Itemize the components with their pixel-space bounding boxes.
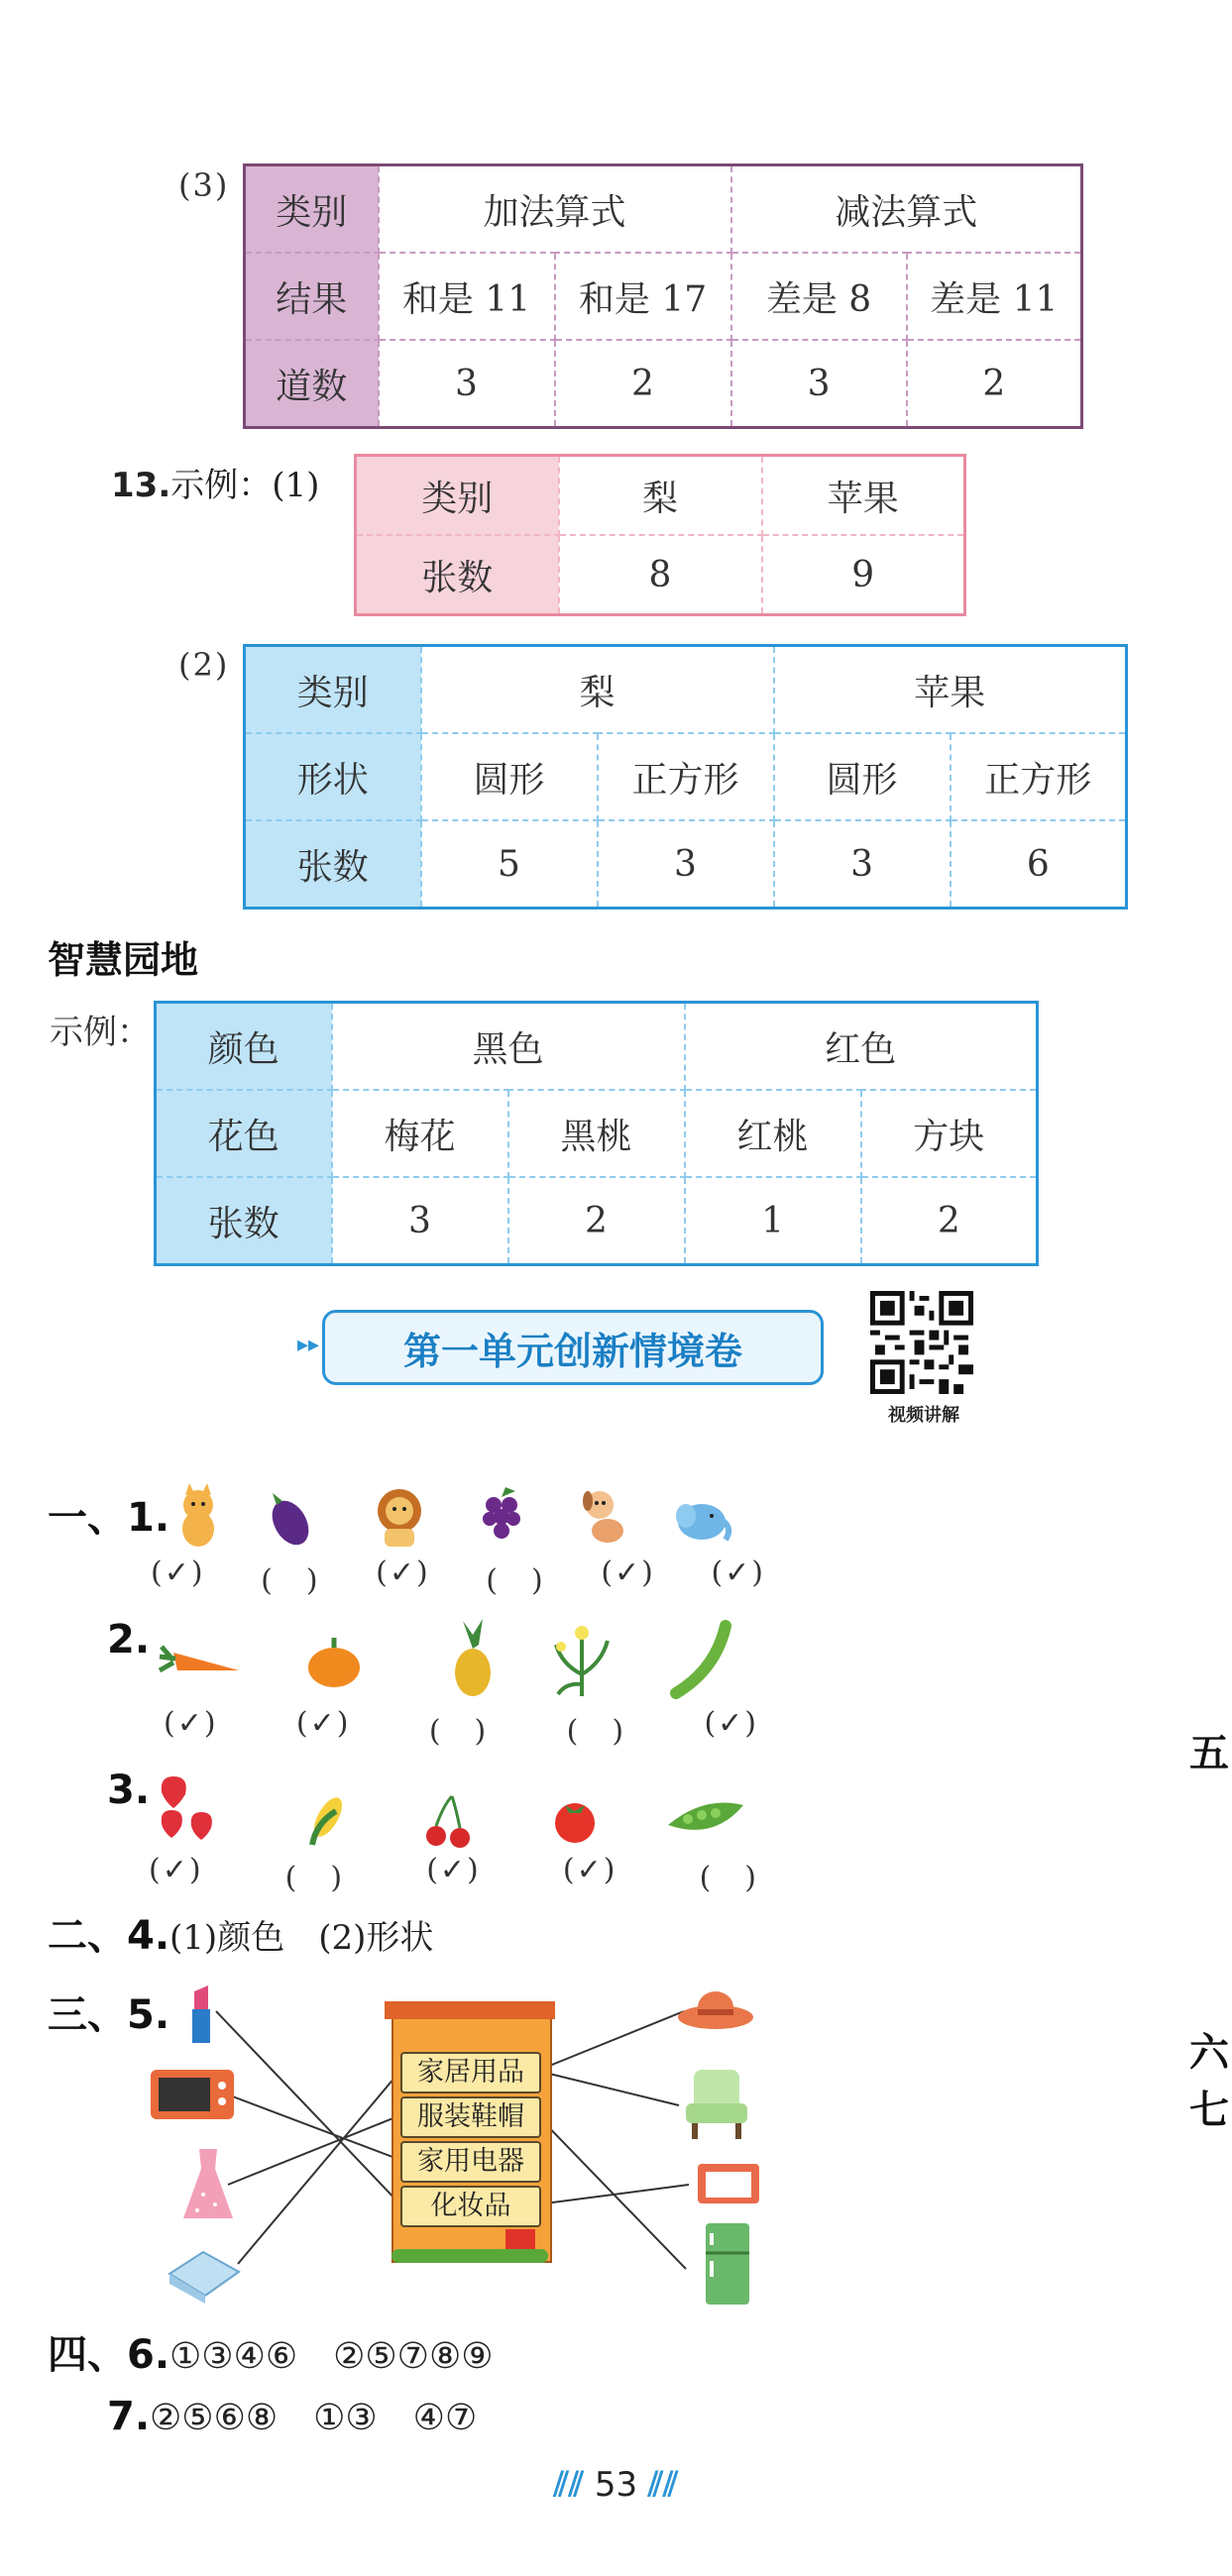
refrigerator-icon	[694, 2219, 763, 2308]
table-cell: 圆形	[421, 733, 598, 820]
qr-caption: 视频讲解	[888, 1405, 959, 1426]
question-number: 6.	[127, 2332, 170, 2378]
mall-bushes	[392, 2249, 548, 2263]
table-cell: 3	[379, 340, 555, 428]
table-cell: 1	[685, 1177, 861, 1265]
part2-prefix: 二、	[48, 1913, 127, 1959]
page-number-footer	[0, 2465, 1232, 2505]
oven-icon	[149, 2066, 236, 2125]
table-cell: 红桃	[685, 1090, 861, 1177]
table-cell: 2	[907, 340, 1082, 428]
table-cell: 3	[774, 820, 951, 909]
table-cell: 差是 11	[907, 253, 1082, 340]
part1-prefix: 一、	[48, 1495, 127, 1541]
table-cell: 类别	[245, 165, 379, 254]
hat-icon	[676, 1982, 755, 2033]
table-cell: 2	[508, 1177, 685, 1265]
answer-mark: ( )	[261, 1563, 320, 1598]
wisdom-label: 示例：	[50, 1013, 151, 1052]
part4-q7-answer: ②⑤⑥⑧ ①③ ④⑦	[150, 2398, 478, 2438]
table-cell: 道数	[245, 340, 379, 428]
mall-sign-cosmetics: 化妆品	[400, 2186, 541, 2227]
table-cell: 9	[762, 535, 965, 615]
answer-mark: (✓)	[149, 1853, 203, 1887]
part4-prefix: 四、	[48, 2332, 127, 2378]
mall-sign-appliances: 家用电器	[400, 2141, 541, 2183]
answer-mark: (✓)	[426, 1853, 481, 1887]
question-number: 5.	[127, 1992, 170, 2038]
table-cell: 减法算式	[731, 165, 1082, 254]
question-number: 4.	[127, 1913, 170, 1959]
table-cell: 黑色	[332, 1003, 685, 1091]
part3-prefix: 三、	[48, 1992, 127, 2038]
part2-answer: (1)颜色 (2)形状	[169, 1918, 434, 1958]
table-cell: 梨	[421, 646, 774, 734]
table-cell: 加法算式	[379, 165, 731, 254]
table-cell: 8	[559, 535, 762, 615]
q12-part3-label: (3)	[178, 166, 230, 204]
table-cell: 苹果	[762, 456, 965, 536]
page-number: 53	[594, 2465, 638, 2505]
table-cell: 正方形	[598, 733, 774, 820]
table-cell: 苹果	[774, 646, 1127, 734]
table-cell: 3	[731, 340, 907, 428]
question-number: 1.	[127, 1495, 170, 1541]
table-cell: 结果	[245, 253, 379, 340]
banner-arrow-icon: ▸▸	[297, 1333, 320, 1357]
table-cell: 类别	[245, 646, 421, 734]
table-cell: 红色	[685, 1003, 1038, 1091]
mall-sign-clothing: 服装鞋帽	[400, 2096, 541, 2138]
answer-mark: (✓)	[562, 1853, 617, 1887]
answer-mark: (✓)	[376, 1556, 430, 1590]
q13-part2-label: (2)	[178, 646, 230, 684]
table-cell: 和是 17	[555, 253, 731, 340]
mall-roof	[385, 2001, 555, 2019]
answer-mark: ( )	[699, 1861, 758, 1895]
table-cell: 正方形	[951, 733, 1127, 820]
table-cell: 6	[951, 820, 1127, 909]
part1-q3-label: 3.	[107, 1768, 151, 1813]
right-edge-marker-5: 五	[1189, 1731, 1229, 1776]
wisdom-title: 智慧园地	[48, 938, 199, 982]
table-cell: 和是 11	[379, 253, 555, 340]
answer-mark: (✓)	[601, 1556, 655, 1590]
mall-sign-home: 家居用品	[400, 2052, 541, 2093]
table-cell: 梨	[559, 456, 762, 536]
right-edge-marker-7: 七	[1189, 2088, 1229, 2133]
table-cell: 2	[555, 340, 731, 428]
table-cell: 张数	[245, 820, 421, 909]
question-number: 13.	[111, 466, 171, 505]
answer-mark: (✓)	[704, 1706, 758, 1741]
table-cell: 差是 8	[731, 253, 907, 340]
lipstick-icon	[176, 1980, 226, 2049]
answer-mark: ( )	[566, 1714, 626, 1749]
stripes-left-icon: ⫽⫽	[553, 2465, 585, 2505]
dress-icon	[173, 2145, 243, 2224]
stripes-right-icon: ⫽⫽	[647, 2465, 679, 2505]
question-number: 7.	[107, 2394, 151, 2439]
table-cell: 5	[421, 820, 598, 909]
table-cell: 张数	[156, 1177, 332, 1265]
answer-mark: ( )	[428, 1714, 489, 1749]
answer-mark: (✓)	[711, 1556, 765, 1590]
answer-mark: (✓)	[151, 1556, 205, 1590]
right-edge-marker-6: 六	[1189, 2030, 1229, 2076]
answer-mark: (✓)	[164, 1706, 218, 1741]
answer-mark: ( )	[284, 1861, 345, 1895]
table-cell: 圆形	[774, 733, 951, 820]
table-cell: 梅花	[332, 1090, 508, 1177]
table-cell: 颜色	[156, 1003, 332, 1091]
table-cell: 形状	[245, 733, 421, 820]
table-cell: 3	[332, 1177, 508, 1265]
table-cell: 张数	[356, 535, 559, 615]
table-cell: 花色	[156, 1090, 332, 1177]
answer-mark: (✓)	[295, 1706, 351, 1741]
table-cell: 类别	[356, 456, 559, 536]
part4-q7	[107, 2390, 477, 2440]
tv-icon	[694, 2160, 763, 2209]
answer-mark: ( )	[486, 1563, 545, 1598]
unit-banner: 第一单元创新情境卷	[322, 1310, 824, 1385]
table-cell: 黑桃	[508, 1090, 685, 1177]
table-cell: 2	[861, 1177, 1038, 1265]
table-cell: 方块	[861, 1090, 1038, 1177]
part1-q2-label: 2.	[107, 1617, 151, 1663]
table-cell: 3	[598, 820, 774, 909]
question-label-text: 示例：(1)	[170, 466, 320, 505]
towel-icon	[164, 2244, 243, 2304]
armchair-icon	[682, 2066, 751, 2145]
part4-q6-answer: ①③④⑥ ②⑤⑦⑧⑨	[169, 2336, 494, 2377]
part4-q6	[48, 2323, 494, 2380]
